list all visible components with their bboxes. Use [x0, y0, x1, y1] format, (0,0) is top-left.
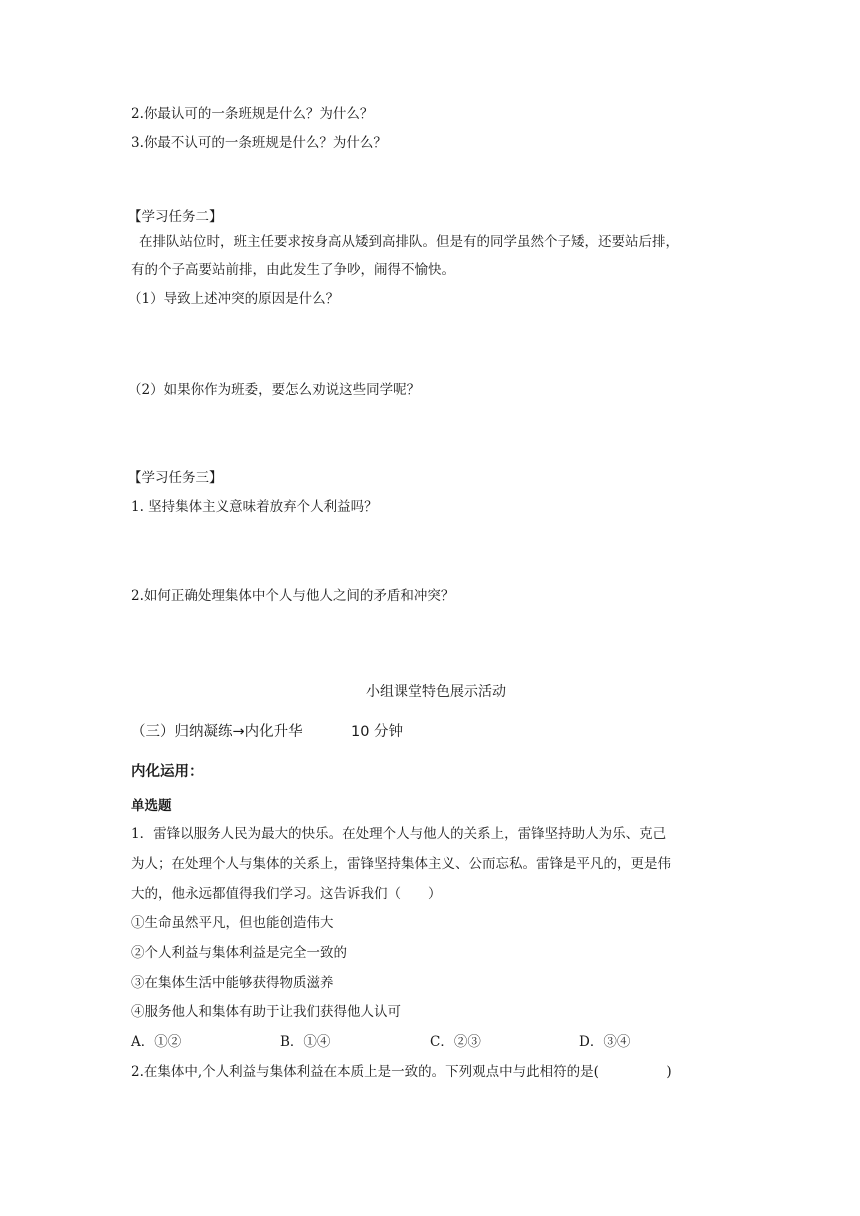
subtitle-internalize: 内化运用：	[131, 764, 204, 780]
task2-paragraph-line2: 有的个子高要站前排，由此发生了争吵，闹得不愉快。	[131, 262, 455, 278]
task2-question2: （2）如果你作为班委，要怎么劝说这些同学呢？	[128, 382, 421, 398]
question-least-approved-rule: 3.你最不认可的一条班规是什么？为什么？	[131, 135, 387, 151]
stage-label: （三）归纳凝练→内化升华	[131, 724, 303, 740]
q1-statement-1: ①生命虽然平凡，但也能创造伟大	[131, 915, 334, 931]
q1-stem-line2: 为人；在处理个人与集体的关系上，雷锋坚持集体主义、公而忘私。雷锋是平凡的，更是伟	[131, 856, 671, 872]
question-type-label: 单选题	[131, 798, 172, 814]
q2-stem: 2.在集体中,个人利益与集体利益在本质上是一致的。下列观点中与此相符的是( )	[131, 1064, 672, 1080]
q1-stem-line1: 1．雷锋以服务人民为最大的快乐。在处理个人与他人的关系上，雷锋坚持助人为乐、克己	[131, 826, 667, 842]
task3-question2: 2.如何正确处理集体中个人与他人之间的矛盾和冲突？	[131, 588, 455, 604]
q1-option-a[interactable]: A．①②	[131, 1034, 182, 1050]
q1-statement-2: ②个人利益与集体利益是完全一致的	[131, 945, 347, 961]
q1-option-d[interactable]: D．③④	[579, 1034, 631, 1050]
stage-time: 10 分钟	[351, 724, 404, 740]
q1-statement-3: ③在集体生活中能够获得物质滋养	[131, 975, 334, 991]
task2-paragraph-line1: 在排队站位时，班主任要求按身高从矮到高排队。但是有的同学虽然个子矮，还要站后排，	[139, 234, 679, 250]
q1-option-c[interactable]: C．②③	[430, 1034, 481, 1050]
question-most-approved-rule: 2.你最认可的一条班规是什么？为什么？	[131, 106, 374, 122]
task2-question1: （1）导致上述冲突的原因是什么？	[128, 291, 340, 307]
q1-option-b[interactable]: B．①④	[280, 1034, 331, 1050]
task2-header: 【学习任务二】	[128, 209, 223, 225]
q1-stem-line3: 大的，他永远都值得我们学习。这告诉我们（ ）	[131, 886, 442, 902]
task3-header: 【学习任务三】	[128, 470, 223, 486]
activity-title: 小组课堂特色展示活动	[366, 684, 506, 700]
task3-question1: 1. 坚持集体主义意味着放弃个人利益吗？	[131, 499, 378, 515]
q1-statement-4: ④服务他人和集体有助于让我们获得他人认可	[131, 1004, 401, 1020]
